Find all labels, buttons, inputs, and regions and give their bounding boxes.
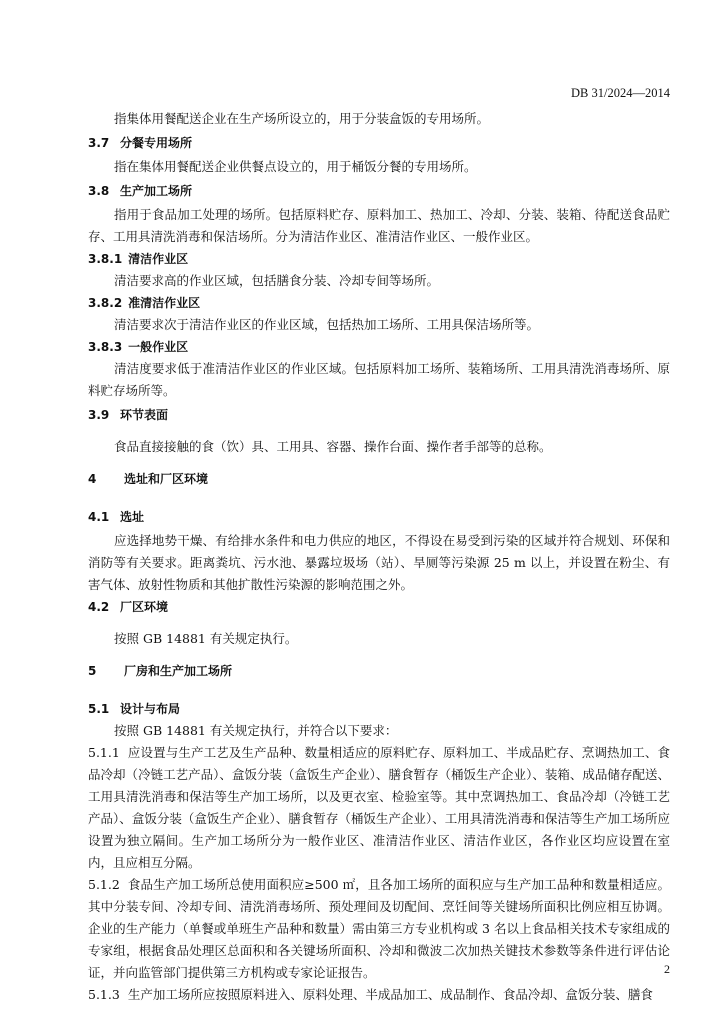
heading-title: 厂区环境 [120,600,169,614]
clause-text: 生产加工场所应按照原料进入、原料处理、半成品加工、成品制作、食品冷却、盒饭分装、膳食 [127,987,653,1002]
numbered-clause [88,742,670,874]
heading-title: 设计与布局 [120,702,181,716]
paragraph: 指集体用餐配送企业在生产场所设立的，用于分装盒饭的专用场所。 [114,111,490,126]
clause-text: 应设置与生产工艺及生产品种、数量相适应的原料贮存、原料加工、半成品贮存、烹调热加工、食品冷却（冷链工艺产品）、盒饭分装（盒饭生产企业）、膳食暂存（桶饭生产企业）、装箱、成品储存配送、工用具清洗消毒和保洁等生产加工场所，以及更衣室、检验室等。其中烹调热加工、食品冷却（冷链工艺产品）、盒饭分装（盒饭生产企业）、膳食暂存（桶饭生产企业）、工用具清洗消毒和保洁等生产加工场所应设置为独立隔间。生产加工场所分为一般作业区、准清洁作业区、清洁作业区，各作业区均应设置在室内，且应相互分隔。 [88,745,670,870]
heading-title: 厂房和生产加工场所 [124,664,233,678]
paragraph: 清洁度要求低于准清洁作业区的作业区域。包括原料加工场所、装箱场所、工用具清洗消毒场所、原料贮存场所等。 [88,361,670,398]
section-heading [88,180,670,202]
section-heading [88,404,670,426]
clause-text: 食品生产加工场所总使用面积应≥500 ㎡，且各加工场所的面积应与生产加工品种和数量相适应。其中分装专间、冷却专间、清洗消毒场所、预处理间及切配间、烹饪间等关键场所面积比例应相互协调。企业的生产能力（单餐或单班生产品种和数量）需由第三方专业机构或 3 名以上食品相关技术专家组成的专家组，根据食品处理区总面积和各关键场所面积、冷却和微波二次加热关键技术参数等条件进行评估论证，并向监管部门提供第三方机构或专家论证报告。 [88,877,670,980]
page-number: 2 [664,962,670,976]
heading-number: 4.1 [88,510,110,524]
section-heading [88,292,670,314]
heading-title: 分餐专用场所 [120,136,193,150]
heading-number: 4 [88,472,97,486]
heading-title: 选址 [120,510,145,524]
numbered-clause [88,984,670,1006]
heading-number: 3.8.3 [88,340,123,354]
clause-number: 5.1.3 [88,987,120,1002]
standard-code: DB 31/2024—2014 [571,86,670,100]
heading-title: 选址和厂区环境 [124,472,209,486]
paragraph: 指用于食品加工处理的场所。包括原料贮存、原料加工、热加工、冷却、分装、装箱、待配送食品贮存、工用具清洗消毒和保洁场所。分为清洁作业区、准清洁作业区、一般作业区。 [88,207,670,244]
paragraph: 清洁要求次于清洁作业区的作业区域，包括热加工场所、工用具保洁场所等。 [114,317,540,332]
paragraph: 按照 GB 14881 有关规定执行，并符合以下要求： [114,723,398,738]
section-heading [88,336,670,358]
paragraph: 清洁要求高的作业区域，包括膳食分装、冷却专间等场所。 [114,273,440,288]
section-heading [88,698,670,720]
heading-number: 3.8.1 [88,252,123,266]
section-heading [88,248,670,270]
numbered-clause [88,874,670,984]
heading-number: 4.2 [88,600,110,614]
paragraph: 指在集体用餐配送企业供餐点设立的，用于桶饭分餐的专用场所。 [114,159,477,174]
paragraph: 食品直接接触的食（饮）具、工用具、容器、操作台面、操作者手部等的总称。 [114,439,552,454]
heading-title: 生产加工场所 [120,184,193,198]
clause-number: 5.1.2 [88,877,120,892]
section-heading [88,596,670,618]
heading-number: 5 [88,664,97,678]
heading-number: 5.1 [88,702,110,716]
section-heading [88,132,670,154]
paragraph: 应选择地势干燥、有给排水条件和电力供应的地区，不得设在易受到污染的区域并符合规划、环保和消防等有关要求。距离粪坑、污水池、暴露垃圾场（站）、旱厕等污染源 25 m 以上，并设置在粉尘、有害气体、放射性物质和其他扩散性污染源的影响范围之外。 [88,533,670,592]
clause-number: 5.1.1 [88,745,120,760]
heading-title: 准清洁作业区 [128,296,201,310]
section-heading [88,506,670,528]
document-body [88,108,670,1006]
heading-title: 一般作业区 [128,340,189,354]
heading-number: 3.8.2 [88,296,123,310]
chapter-heading [88,468,670,490]
heading-number: 3.7 [88,136,110,150]
paragraph: 按照 GB 14881 有关规定执行。 [114,631,298,646]
heading-number: 3.8 [88,184,110,198]
heading-number: 3.9 [88,408,110,422]
chapter-heading [88,660,670,682]
heading-title: 清洁作业区 [128,252,189,266]
heading-title: 环节表面 [120,408,169,422]
